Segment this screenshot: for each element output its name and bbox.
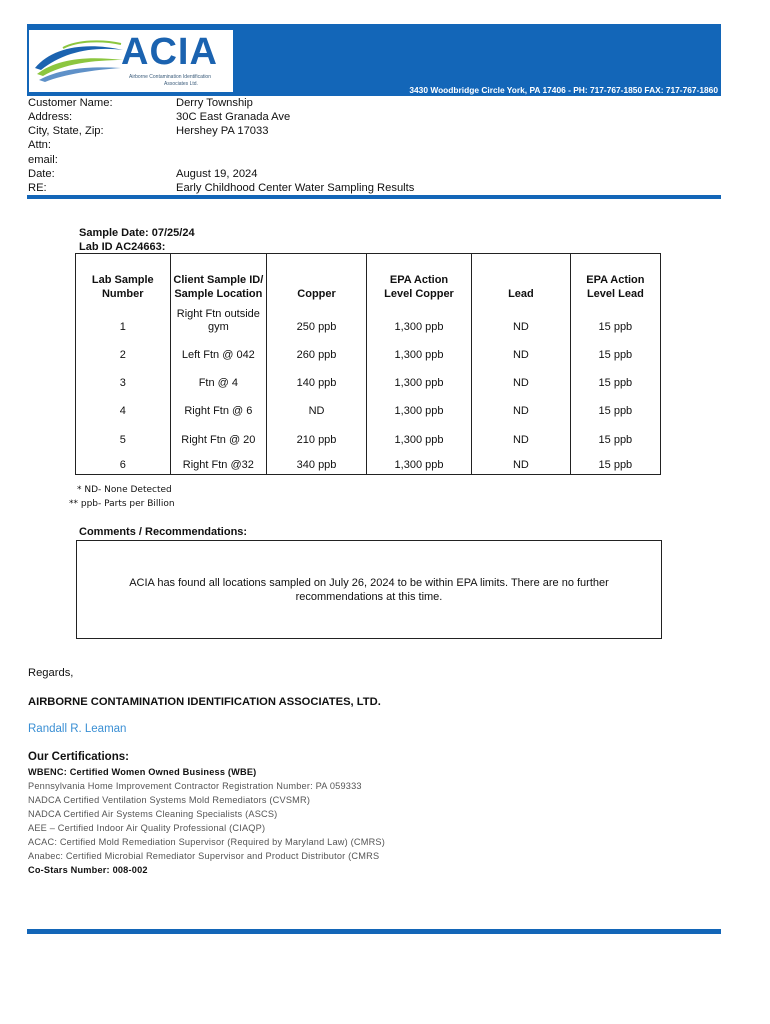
cell-epa-copper: 1,300 ppb xyxy=(366,302,471,334)
date-label: Date: xyxy=(28,168,55,180)
table-row xyxy=(76,302,661,334)
company-logo xyxy=(29,30,233,92)
customer-name-label: Customer Name: xyxy=(28,97,113,109)
cell-copper: 260 ppb xyxy=(267,334,367,362)
cell-epa-lead: 15 ppb xyxy=(570,390,660,418)
header-lab-sample: Lab Sample Number xyxy=(76,254,171,302)
cert-line: WBENC: Certified Women Owned Business (WBE) xyxy=(28,767,257,777)
cell-sample-number: 6 xyxy=(76,447,171,475)
cell-location: Right Ftn @ 6 xyxy=(170,390,267,418)
customer-name: Derry Township xyxy=(176,97,253,109)
cell-epa-lead: 15 ppb xyxy=(570,418,660,446)
cell-location: Right Ftn @32 xyxy=(170,447,267,475)
logo-swoosh-icon xyxy=(33,36,125,86)
cell-location: Right Ftn @ 20 xyxy=(170,418,267,446)
cert-line: Pennsylvania Home Improvement Contractor Registration Number: PA 059333 xyxy=(28,781,362,791)
cell-lead: ND xyxy=(472,418,571,446)
cell-copper: 140 ppb xyxy=(267,362,367,390)
cell-location: Right Ftn outside gym xyxy=(170,302,267,334)
cell-epa-lead: 15 ppb xyxy=(570,302,660,334)
attn-label: Attn: xyxy=(28,139,52,151)
table-row xyxy=(76,390,661,418)
cell-epa-lead: 15 ppb xyxy=(570,447,660,475)
regards: Regards, xyxy=(28,667,74,679)
cert-line: Anabec: Certified Microbial Remediator Supervisor and Product Distributor (CMRS xyxy=(28,851,380,861)
cell-epa-copper: 1,300 ppb xyxy=(366,390,471,418)
cell-location: Ftn @ 4 xyxy=(170,362,267,390)
logo-subtitle-2: Associates Ltd. xyxy=(164,81,198,87)
table-header-row xyxy=(76,254,661,302)
report-subject: Early Childhood Center Water Sampling Results xyxy=(176,182,415,194)
address-label: Address: xyxy=(28,111,73,123)
logo-wordmark: ACIA xyxy=(121,31,218,73)
cell-sample-number: 1 xyxy=(76,302,171,334)
email-label: email: xyxy=(28,154,58,166)
table-row xyxy=(76,418,661,446)
cell-epa-copper: 1,300 ppb xyxy=(366,362,471,390)
cell-sample-number: 4 xyxy=(76,390,171,418)
table-row xyxy=(76,334,661,362)
header-copper: Copper xyxy=(267,254,367,302)
contact-info: 3430 Woodbridge Circle York, PA 17406 - PH: 717-767-1850 FAX: 717-767-1860 xyxy=(409,85,718,95)
table-row xyxy=(76,447,661,475)
cell-lead: ND xyxy=(472,390,571,418)
re-label: RE: xyxy=(28,182,47,194)
header-epa-lead: EPA Action Level Lead xyxy=(570,254,660,302)
cell-epa-lead: 15 ppb xyxy=(570,334,660,362)
comments-title: Comments / Recommendations: xyxy=(79,526,248,538)
cell-copper: 250 ppb xyxy=(267,302,367,334)
header-epa-copper: EPA Action Level Copper xyxy=(366,254,471,302)
cell-copper: 340 ppb xyxy=(267,447,367,475)
cell-lead: ND xyxy=(472,302,571,334)
cell-sample-number: 3 xyxy=(76,362,171,390)
signer-name: Randall R. Leaman xyxy=(28,723,127,735)
cell-epa-copper: 1,300 ppb xyxy=(366,334,471,362)
comments-text: ACIA has found all locations sampled on July 26, 2024 to be within EPA limits. There are no further recommendations at this time. xyxy=(129,577,609,604)
report-date: August 19, 2024 xyxy=(176,168,258,180)
header-client-sample: Client Sample ID/ Sample Location xyxy=(170,254,267,302)
header-divider xyxy=(27,195,721,199)
cell-epa-lead: 15 ppb xyxy=(570,362,660,390)
cell-sample-number: 2 xyxy=(76,334,171,362)
table-row xyxy=(76,362,661,390)
footnote-ppb: ** ppb- Parts per Billion xyxy=(69,499,175,509)
city-label: City, State, Zip: xyxy=(28,125,104,137)
footnote-nd: * ND- None Detected xyxy=(77,485,172,495)
cell-epa-copper: 1,300 ppb xyxy=(366,418,471,446)
sample-date: Sample Date: 07/25/24 xyxy=(79,227,195,239)
cell-copper: 210 ppb xyxy=(267,418,367,446)
cell-epa-copper: 1,300 ppb xyxy=(366,447,471,475)
cell-copper: ND xyxy=(267,390,367,418)
certifications-title: Our Certifications: xyxy=(28,751,129,763)
header-lead: Lead xyxy=(472,254,571,302)
cell-lead: ND xyxy=(472,334,571,362)
lab-id: Lab ID AC24663: xyxy=(79,241,166,253)
cert-line: NADCA Certified Ventilation Systems Mold Remediators (CVSMR) xyxy=(28,795,311,805)
logo-subtitle: Airborne Contamination Identification xyxy=(129,74,211,80)
cell-sample-number: 5 xyxy=(76,418,171,446)
cert-line: ACAC: Certified Mold Remediation Supervisor (Required by Maryland Law) (CMRS) xyxy=(28,837,385,847)
cell-lead: ND xyxy=(472,447,571,475)
comments-box xyxy=(76,540,662,639)
cell-lead: ND xyxy=(472,362,571,390)
cert-line: Co-Stars Number: 008-002 xyxy=(28,865,148,875)
cert-line: AEE – Certified Indoor Air Quality Professional (CIAQP) xyxy=(28,823,266,833)
company-name: AIRBORNE CONTAMINATION IDENTIFICATION ASSOCIATES, LTD. xyxy=(28,696,381,708)
customer-city: Hershey PA 17033 xyxy=(176,125,269,137)
footer-divider xyxy=(27,929,721,934)
cert-line: NADCA Certified Air Systems Cleaning Specialists (ASCS) xyxy=(28,809,278,819)
cell-location: Left Ftn @ 042 xyxy=(170,334,267,362)
results-table xyxy=(75,253,661,475)
customer-address: 30C East Granada Ave xyxy=(176,111,291,123)
